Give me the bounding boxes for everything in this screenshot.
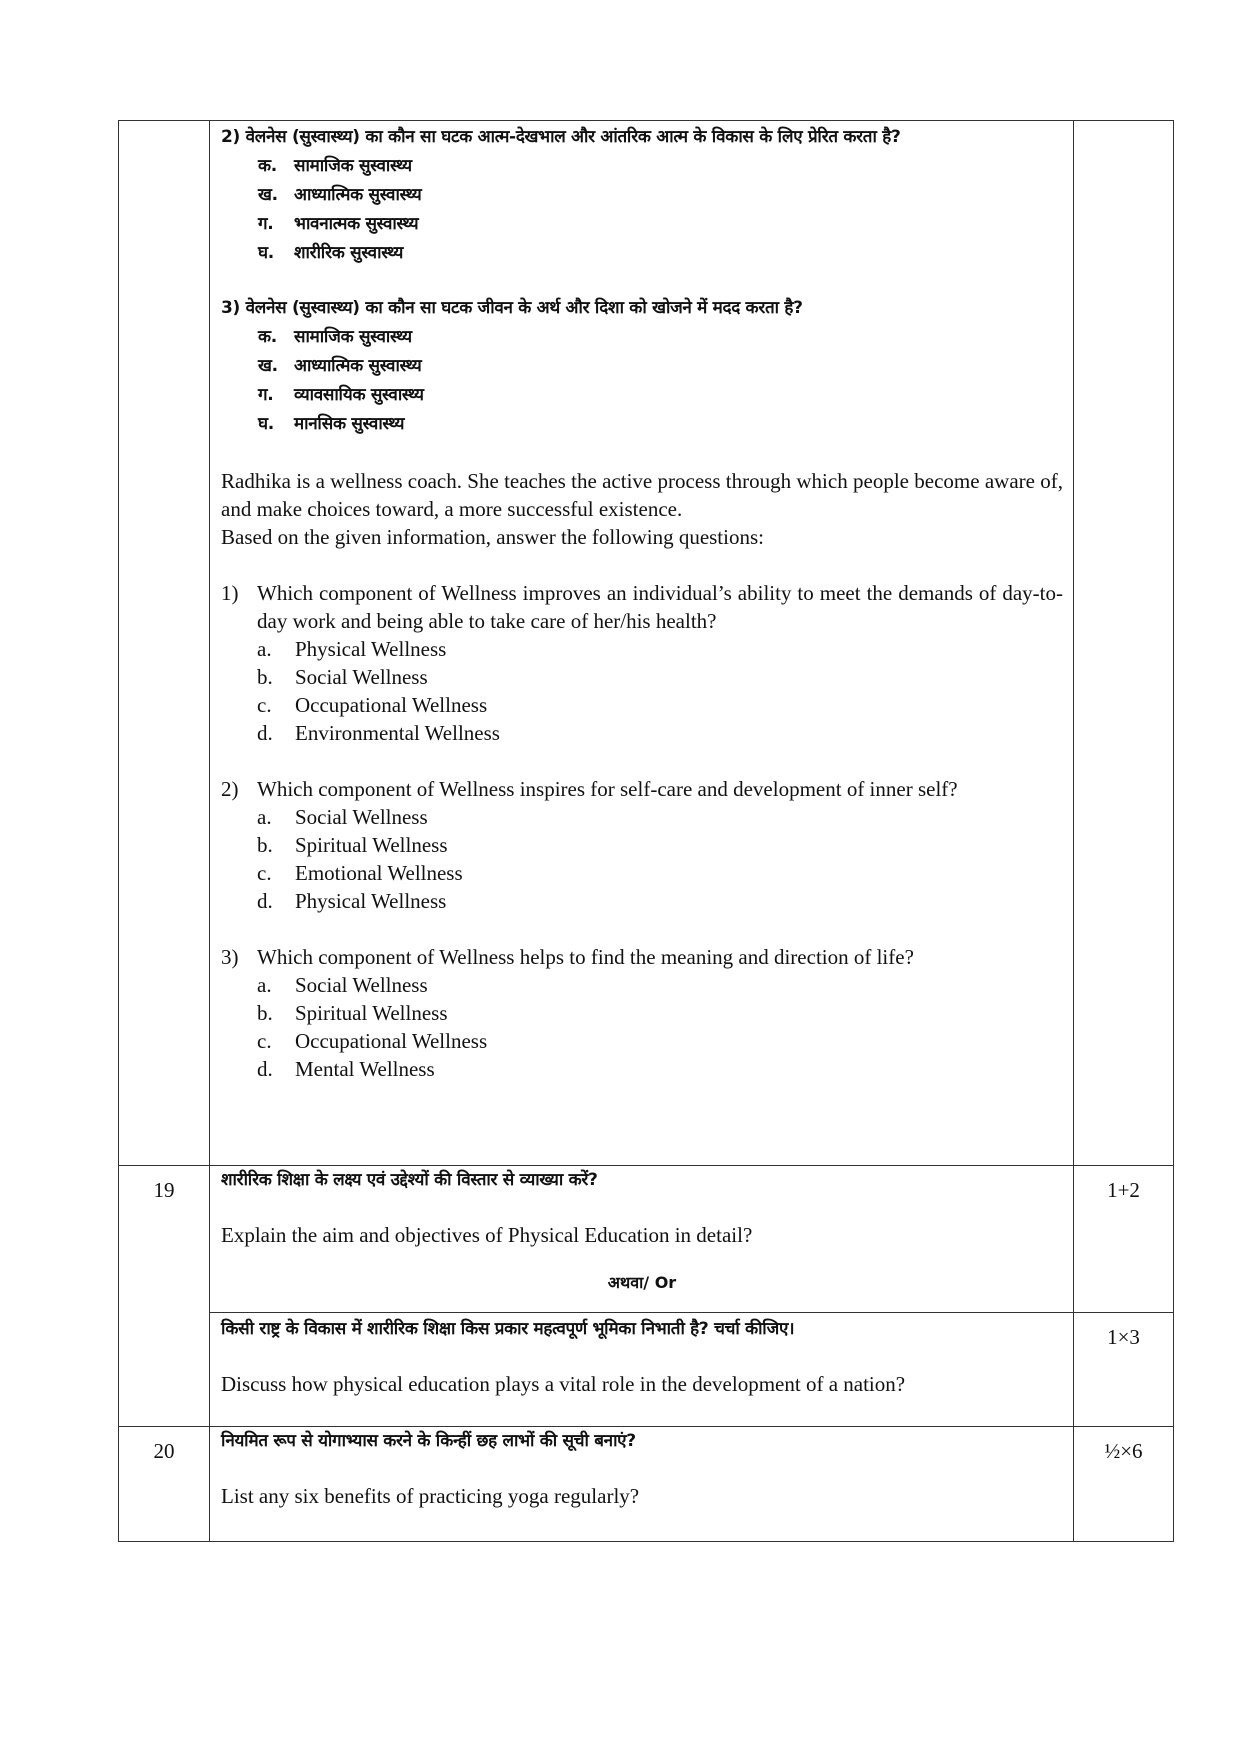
list-item: c. Emotional Wellness: [257, 861, 463, 885]
or-divider: अथवा/ Or: [607, 1273, 677, 1292]
question-number: 20: [153, 1439, 175, 1463]
list-item: ग. भावनात्मक सुस्वास्थ्य: [258, 214, 419, 234]
english-question: Explain the aim and objectives of Physical Education in detail?: [221, 1223, 753, 1247]
list-item: b. Social Wellness: [257, 665, 428, 689]
marks-cell: [1074, 1313, 1174, 1427]
list-item: ख. आध्यात्मिक सुस्वास्थ्य: [258, 185, 422, 205]
english-question-2: 2) Which component of Wellness inspires for self-care and development of inner self?: [221, 777, 958, 801]
hindi-question: किसी राष्ट्र के विकास में शारीरिक शिक्षा किस प्रकार महत्वपूर्ण भूमिका निभाती है? चर्चा कीजिए।: [221, 1319, 795, 1339]
list-item: ग. व्यावसायिक सुस्वास्थ्य: [258, 385, 424, 405]
question-row-19: [119, 1166, 1174, 1313]
english-question-1: 1) Which component of Wellness improves an individual’s ability to meet the demands of day-to-day work and being able to take care of her/his health?: [221, 581, 1063, 633]
list-item: c. Occupational Wellness: [257, 1029, 488, 1053]
marks-value: 1×3: [1107, 1325, 1140, 1349]
english-question: Discuss how physical education plays a vital role in the development of a nation?: [221, 1372, 906, 1396]
question-content-cell: [210, 1166, 1074, 1313]
marks-cell: [1074, 121, 1174, 1166]
list-item: a. Social Wellness: [257, 973, 428, 997]
marks-cell: [1074, 1427, 1174, 1542]
question-content-cell: [210, 1427, 1074, 1542]
list-item: क. सामाजिक सुस्वास्थ्य: [258, 327, 412, 347]
list-item: d. Environmental Wellness: [257, 721, 500, 745]
list-item: c. Occupational Wellness: [257, 693, 488, 717]
hindi-question: शारीरिक शिक्षा के लक्ष्य एवं उद्देश्यों की विस्तार से व्याख्या करें?: [221, 1170, 598, 1190]
question-row-20: [119, 1427, 1174, 1542]
question-table: [118, 120, 1174, 1542]
question-content-cell: [210, 1313, 1074, 1427]
marks-value: 1+2: [1107, 1178, 1140, 1202]
question-row-18: [119, 121, 1174, 1166]
hindi-question-2: 2) वेलनेस (सुस्वास्थ्य) का कौन सा घटक आत्म-देखभाल और आंतरिक आत्म के विकास के लिए प्रेरित करता है?: [221, 127, 901, 147]
list-item: b. Spiritual Wellness: [257, 1001, 448, 1025]
question-content-cell: [210, 121, 1074, 1166]
list-item: a. Social Wellness: [257, 805, 428, 829]
list-item: d. Mental Wellness: [257, 1057, 435, 1081]
question-number-cell: [119, 121, 210, 1166]
question-row-19-alternative: [119, 1313, 1174, 1427]
question-number-cell: [119, 1166, 210, 1427]
english-question-3: 3) Which component of Wellness helps to find the meaning and direction of life?: [221, 945, 914, 969]
list-item: क. सामाजिक सुस्वास्थ्य: [258, 156, 412, 176]
hindi-question-3: 3) वेलनेस (सुस्वास्थ्य) का कौन सा घटक जीवन के अर्थ और दिशा को खोजने में मदद करता है?: [221, 298, 803, 318]
question-number: 19: [153, 1178, 175, 1202]
list-item: a. Physical Wellness: [257, 637, 447, 661]
marks-value: ½×6: [1104, 1439, 1143, 1463]
instruction-text: Based on the given information, answer the following questions:: [221, 525, 764, 549]
marks-cell: [1074, 1166, 1174, 1313]
case-passage: Radhika is a wellness coach. She teaches the active process through which people become aware of, and make choices toward, a more successful existence.: [221, 469, 1063, 521]
english-question: List any six benefits of practicing yoga regularly?: [221, 1484, 640, 1508]
list-item: घ. मानसिक सुस्वास्थ्य: [258, 414, 405, 434]
list-item: d. Physical Wellness: [257, 889, 447, 913]
list-item: घ. शारीरिक सुस्वास्थ्य: [258, 243, 404, 263]
list-item: b. Spiritual Wellness: [257, 833, 448, 857]
question-number-cell: [119, 1427, 210, 1542]
hindi-question: नियमित रूप से योगाभ्यास करने के किन्हीं छह लाभों की सूची बनाएं?: [221, 1431, 636, 1451]
list-item: ख. आध्यात्मिक सुस्वास्थ्य: [258, 356, 422, 376]
